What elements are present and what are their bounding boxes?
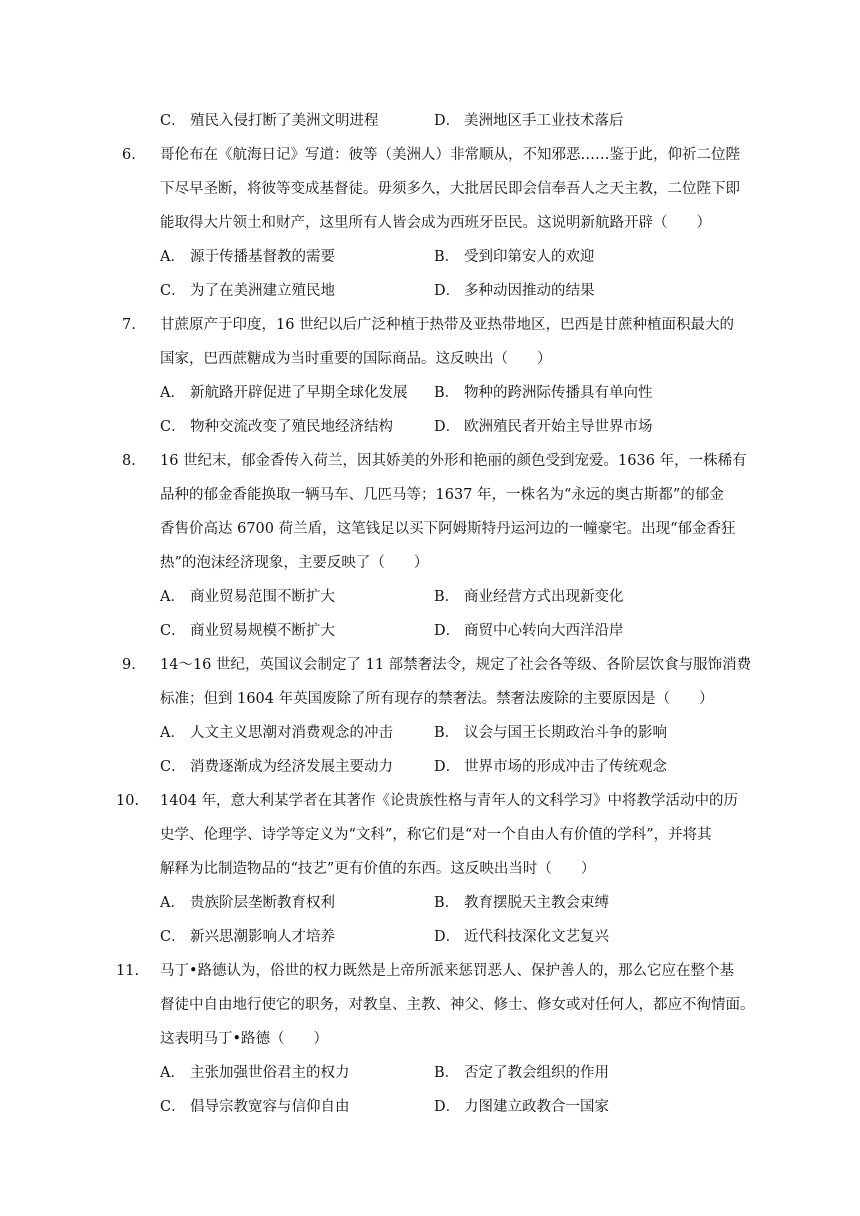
q9-option-c [160,757,393,777]
option-text: 否定了教会组织的作用 [464,1065,609,1081]
q6-option-b [434,247,595,267]
question-text-line: 16 世纪末，郁金香传入荷兰，因其娇美的外形和艳丽的颜色受到宠爱。1636 年，一株稀有 [160,453,747,469]
option-letter: A． [160,249,185,265]
question-text-line: 热”的泡沫经济现象，主要反映了（ ） [160,555,429,571]
option-text: 世界市场的形成冲击了传统观念 [464,759,667,775]
q5-option-c [160,111,379,131]
option-letter: B． [434,1065,460,1081]
q8-option-b [434,587,624,607]
question-text-line: 品种的郁金香能换取一辆马车、几匹马等；1637 年，一株名为“永远的奥古斯都”的郁金 [160,487,724,503]
option-letter: C． [160,113,186,129]
q7-option-a [160,383,408,403]
question-text-line: 能取得大片领土和财产，这里所有人皆会成为西班牙臣民。这说明新航路开辟（ ） [160,215,711,231]
option-letter: D． [434,419,461,435]
option-text: 受到印第安人的欢迎 [464,249,595,265]
option-letter: B． [434,385,460,401]
q5-option-d [434,111,624,131]
question-text-line: 香售价高达 6700 荷兰盾，这笔钱足以买下阿姆斯特丹运河边的一幢豪宅。出现“郁金香狂 [160,521,736,537]
q9-option-d [434,757,667,777]
option-text: 物种的跨洲际传播具有单向性 [464,385,653,401]
q11-option-d [434,1097,609,1117]
option-letter: B． [434,895,460,911]
question-text-line: 下尽早圣断，将彼等变成基督徒。毋须多久，大批居民即会信奉吾人之天主教，二位陛下即 [160,181,740,197]
option-letter: A． [160,589,185,605]
option-text: 殖民入侵打断了美洲文明进程 [190,113,379,129]
q9-option-b [434,723,667,743]
question-number: 8. [122,453,136,469]
option-letter: D． [434,623,461,639]
option-text: 美洲地区手工业技术落后 [464,113,624,129]
question-text-line: 1404 年，意大利某学者在其著作《论贵族性格与青年人的文科学习》中将教学活动中的历 [160,793,739,809]
question-text-line: 14～16 世纪，英国议会制定了 11 部禁奢法令，规定了社会各等级、各阶层饮食与服饰消费 [160,657,752,673]
option-text: 商业贸易规模不断扩大 [190,623,335,639]
q7-option-d [434,417,653,437]
question-number: 9. [122,657,136,673]
option-text: 力图建立政教合一国家 [464,1099,609,1115]
q8-option-c [160,621,335,641]
option-letter: D． [434,113,461,129]
option-text: 近代科技深化文艺复兴 [464,929,609,945]
q10-option-d [434,927,609,947]
q8-option-a [160,587,335,607]
q6-option-c [160,281,335,301]
q10-option-b [434,893,609,913]
question-text-line: 标准；但到 1604 年英国废除了所有现存的禁奢法。禁奢法废除的主要原因是（ ） [160,691,714,707]
option-text: 欧洲殖民者开始主导世界市场 [464,419,653,435]
question-text-line: 解释为比制造物品的“技艺”更有价值的东西。这反映出当时（ ） [160,861,596,877]
option-text: 议会与国王长期政治斗争的影响 [464,725,667,741]
option-text: 贵族阶层垄断教育权利 [190,895,335,911]
option-text: 商业贸易范围不断扩大 [190,589,335,605]
option-letter: B． [434,249,460,265]
option-letter: C． [160,929,186,945]
option-text: 商业经营方式出现新变化 [464,589,624,605]
option-letter: C． [160,283,186,299]
q10-option-a [160,893,335,913]
option-letter: A． [160,895,185,911]
question-text-line: 史学、伦理学、诗学等定义为“文科”，称它们是“对一个自由人有价值的学科”，并将其 [160,827,712,843]
option-letter: D． [434,283,461,299]
option-text: 源于传播基督教的需要 [190,249,335,265]
q6-option-d [434,281,595,301]
q7-option-c [160,417,393,437]
option-text: 人文主义思潮对消费观念的冲击 [190,725,393,741]
option-text: 多种动因推动的结果 [464,283,595,299]
option-text: 商贸中心转向大西洋沿岸 [464,623,624,639]
question-text-line: 马丁•路德认为，俗世的权力既然是上帝所派来惩罚恶人、保护善人的，那么它应在整个基 [160,963,735,979]
option-text: 新航路开辟促进了早期全球化发展 [190,385,408,401]
option-letter: C． [160,759,186,775]
option-text: 为了在美洲建立殖民地 [190,283,335,299]
q11-option-b [434,1063,609,1083]
q8-option-d [434,621,624,641]
q9-option-a [160,723,393,743]
option-letter: B． [434,725,460,741]
question-number: 7. [122,317,136,333]
option-letter: C． [160,419,186,435]
option-letter: A． [160,385,185,401]
option-text: 主张加强世俗君主的权力 [190,1065,350,1081]
q6-option-a [160,247,335,267]
option-text: 教育摆脱天主教会束缚 [464,895,609,911]
option-text: 倡导宗教宽容与信仰自由 [190,1099,350,1115]
option-letter: D． [434,759,461,775]
option-letter: A． [160,725,185,741]
question-text-line: 甘蔗原产于印度，16 世纪以后广泛种植于热带及亚热带地区，巴西是甘蔗种植面积最大的 [160,317,735,333]
question-text-line: 国家，巴西蔗糖成为当时重要的国际商品。这反映出（ ） [160,351,552,367]
option-text: 物种交流改变了殖民地经济结构 [190,419,393,435]
option-letter: B． [434,589,460,605]
option-letter: A． [160,1065,185,1081]
option-letter: D． [434,929,461,945]
q10-option-c [160,927,335,947]
q7-option-b [434,383,653,403]
question-number: 10. [116,793,140,809]
question-text-line: 这表明马丁•路德（ ） [160,1031,329,1047]
option-text: 消费逐渐成为经济发展主要动力 [190,759,393,775]
question-text-line: 督徒中自由地行使它的职务，对教皇、主教、神父、修士、修女或对任何人，都应不徇情面。 [160,997,755,1013]
question-number: 6. [122,147,136,163]
question-number: 11. [116,963,140,979]
option-text: 新兴思潮影响人才培养 [190,929,335,945]
question-text-line: 哥伦布在《航海日记》写道：彼等（美洲人）非常顺从，不知邪恶……鉴于此，仰祈二位陛 [160,147,740,163]
q11-option-a [160,1063,350,1083]
option-letter: D． [434,1099,461,1115]
option-letter: C． [160,623,186,639]
option-letter: C． [160,1099,186,1115]
q11-option-c [160,1097,350,1117]
